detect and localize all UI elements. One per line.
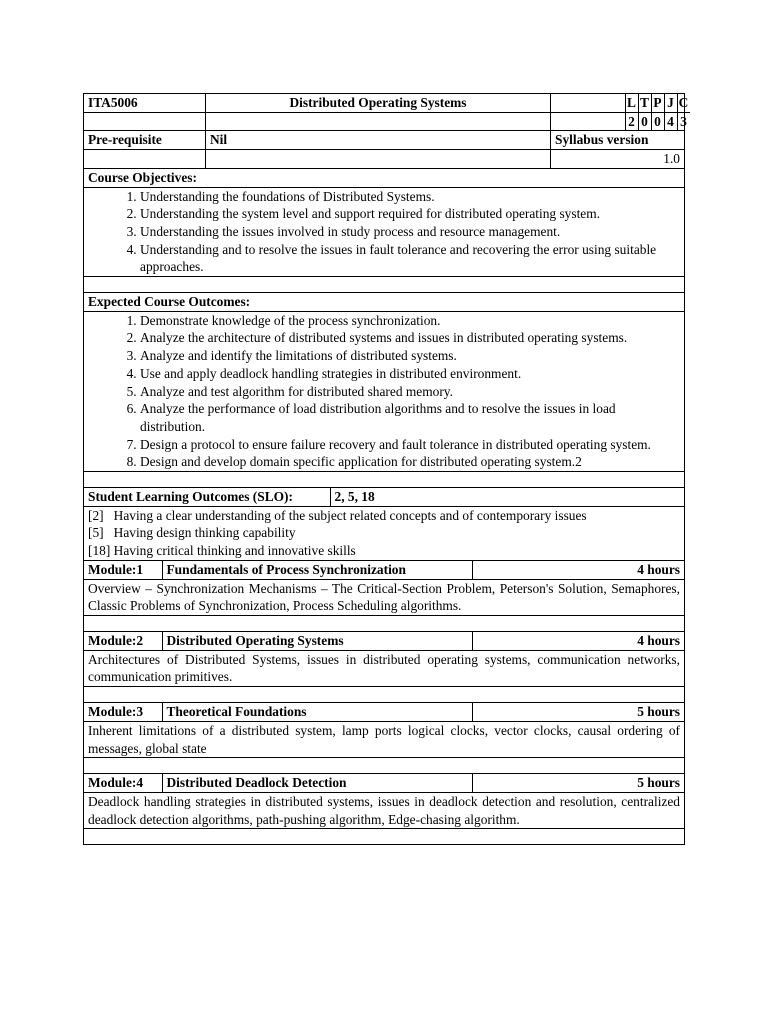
outcome-item: 7. Design a protocol to ensure failure recovery and fault tolerance in distributed operating system. — [140, 436, 680, 454]
syllabus-version-label: Syllabus version — [551, 131, 685, 150]
objectives-list — [88, 188, 680, 277]
module-header-grid — [84, 632, 684, 650]
module-header — [84, 631, 685, 650]
ltpjc-header: T — [638, 94, 651, 112]
syllabus-version-value: 1.0 — [551, 150, 685, 169]
objective-item: 1. Understanding the foundations of Distributed Systems. — [140, 188, 680, 206]
course-title: Distributed Operating Systems — [206, 94, 551, 113]
module-label: Module:3 — [84, 703, 162, 721]
outcomes-list — [88, 312, 680, 471]
outcome-item: 3. Analyze and identify the limitations of distributed systems. — [140, 347, 680, 365]
outcomes-cell — [84, 311, 685, 471]
outcome-item: 6. Analyze the performance of load distribution algorithms and to resolve the issues in load distribution. — [140, 400, 680, 435]
module-header — [84, 560, 685, 579]
ltpjc-header: L — [625, 94, 638, 112]
module-header-grid — [84, 703, 684, 721]
ltpjc-header: P — [651, 94, 664, 112]
module-header-grid — [84, 774, 684, 792]
prereq-label: Pre-requisite — [84, 131, 206, 150]
syllabus-table — [83, 93, 689, 845]
module-header — [84, 774, 685, 793]
objective-item: 2. Understanding the system level and support required for distributed operating system. — [140, 205, 680, 223]
slo-item: [5] Having design thinking capability — [88, 525, 296, 541]
module-header-grid — [84, 561, 684, 579]
ltpjc-grid — [551, 94, 690, 130]
outcome-item: 1. Demonstrate knowledge of the process synchronization. — [140, 312, 680, 330]
syllabus-document — [83, 93, 689, 845]
module-content: Overview – Synchronization Mechanisms – The Critical-Section Problem, Peterson's Solution, Semaphores, Classic Problems of Synchronization, Process Scheduling algorithms. — [84, 579, 685, 615]
objectives-heading: Course Objectives: — [84, 168, 685, 187]
module-content: Deadlock handling strategies in distributed systems, issues in deadlock detection and resolution, centralized deadlock detection algorithms, path-pushing algorithm, Edge-chasing algorithm. — [84, 792, 685, 828]
course-code: ITA5006 — [84, 94, 206, 113]
ltpjc-value: 0 — [651, 112, 664, 130]
outcome-item: 8. Design and develop domain specific application for distributed operating system.2 — [140, 453, 680, 471]
ltpjc-value: 4 — [664, 112, 677, 130]
ltpjc-header: J — [664, 94, 677, 112]
slo-item: [2] Having a clear understanding of the subject related concepts and of contemporary issues — [88, 507, 587, 523]
outcome-item: 5. Analyze and test algorithm for distributed shared memory. — [140, 383, 680, 401]
module-hours: 5 hours — [472, 703, 684, 721]
module-label: Module:2 — [84, 632, 162, 650]
slo-row — [84, 488, 685, 507]
ltpjc-value: 0 — [638, 112, 651, 130]
objective-item: 3. Understanding the issues involved in study process and resource management. — [140, 223, 680, 241]
prereq-value: Nil — [206, 131, 551, 150]
module-label: Module:4 — [84, 774, 162, 792]
module-hours: 4 hours — [472, 632, 684, 650]
module-content: Inherent limitations of a distributed system, lamp ports logical clocks, vector clocks, causal ordering of messages, global state — [84, 721, 685, 757]
ltpjc-value: 2 — [625, 112, 638, 130]
outcome-item: 4. Use and apply deadlock handling strategies in distributed environment. — [140, 365, 680, 383]
module-hours: 5 hours — [472, 774, 684, 792]
outcomes-heading: Expected Course Outcomes: — [84, 293, 685, 312]
module-title: Theoretical Foundations — [162, 703, 472, 721]
module-hours: 4 hours — [472, 561, 684, 579]
module-title: Fundamentals of Process Synchronization — [162, 561, 472, 579]
slo-value: 2, 5, 18 — [334, 489, 375, 505]
module-title: Distributed Deadlock Detection — [162, 774, 472, 792]
outcome-item: 2. Analyze the architecture of distributed systems and issues in distributed operating systems. — [140, 329, 680, 347]
module-label: Module:1 — [84, 561, 162, 579]
module-content: Architectures of Distributed Systems, issues in distributed operating systems, communication networks, communication primitives. — [84, 650, 685, 686]
slo-label: Student Learning Outcomes (SLO): — [84, 488, 330, 506]
slo-item: [18] Having critical thinking and innovative skills — [88, 543, 356, 559]
objective-item: 4. Understanding and to resolve the issues in fault tolerance and recovering the error using suitable approaches. — [140, 241, 680, 276]
module-title: Distributed Operating Systems — [162, 632, 472, 650]
ltpjc-value: 3 — [677, 112, 690, 130]
module-header — [84, 703, 685, 722]
ltpjc-header: C — [677, 94, 690, 112]
slo-grid — [84, 488, 684, 506]
objectives-cell — [84, 187, 685, 277]
slo-cell — [84, 506, 685, 560]
ltpjc-cell — [551, 94, 689, 131]
